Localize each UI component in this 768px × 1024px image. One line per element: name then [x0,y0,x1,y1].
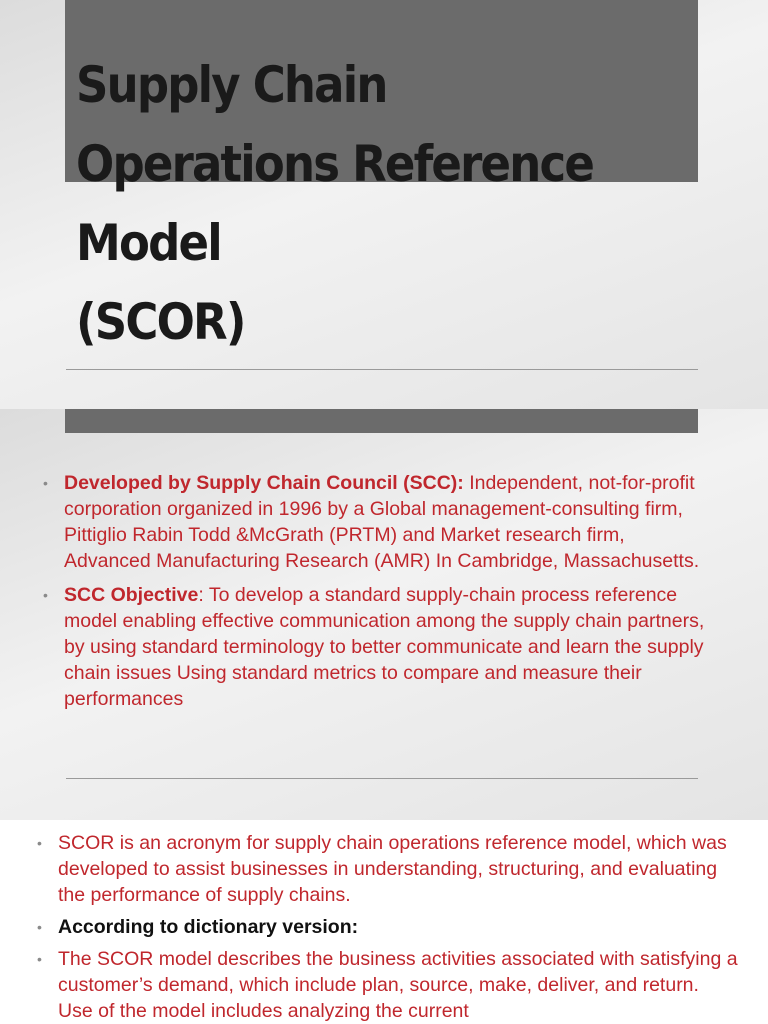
bullet-dot-icon: • [43,587,48,603]
bullet-dot-icon: • [37,951,42,967]
bullet-text: The SCOR model describes the business activities associated with satisfying a customer’s demand, which include plan, source, make, deliver, and return. Use of the model includes analyzing the current [58,948,738,1022]
title-line: Operations Reference [76,135,594,193]
bullet-item [37,830,738,908]
divider-line [66,369,698,370]
bullet-list [43,470,714,720]
bullet-text: : To develop a standard supply-chain process reference model enabling effective communication among the supply chain partners, by using standard terminology to better communicate and learn the supply chain issues Using standard metrics to compare and measure their performances [64,584,705,710]
title-line: Supply Chain [76,56,387,114]
bullet-lead: Developed by Supply Chain Council (SCC): [64,472,464,494]
title-line: (SCOR) [76,293,245,351]
bullet-dot-icon: • [43,475,48,491]
bullet-text: According to dictionary version: [58,916,359,938]
bullet-text: SCOR is an acronym for supply chain operations reference model, which was developed to assist businesses in understanding, structuring, and evaluating the performance of supply chains. [58,832,727,906]
slide-title-heading [76,46,670,362]
bullet-dot-icon: • [37,835,42,851]
title-line: Model [76,214,221,272]
bullet-item [43,582,714,712]
bullet-text: Independent, not-for-profit corporation organized in 1996 by a Global management-consulting firm, Pittiglio Rabin Todd &McGrath (PRTM) and Market research firm, Advanced Manufacturing Research (AMR) In Cambridge, Massachusetts. [64,472,700,572]
slide-scor-definition [0,820,768,1024]
slide-title [0,0,768,409]
divider-line [66,778,698,779]
bullet-dot-icon: • [37,919,42,935]
bullet-lead: SCC Objective [64,584,199,606]
slide-top-band [65,409,698,433]
bullet-item [37,946,738,1024]
slide-scc [0,409,768,820]
bullet-item [37,914,738,940]
bullet-item [43,470,714,574]
bullet-list [37,830,738,1024]
